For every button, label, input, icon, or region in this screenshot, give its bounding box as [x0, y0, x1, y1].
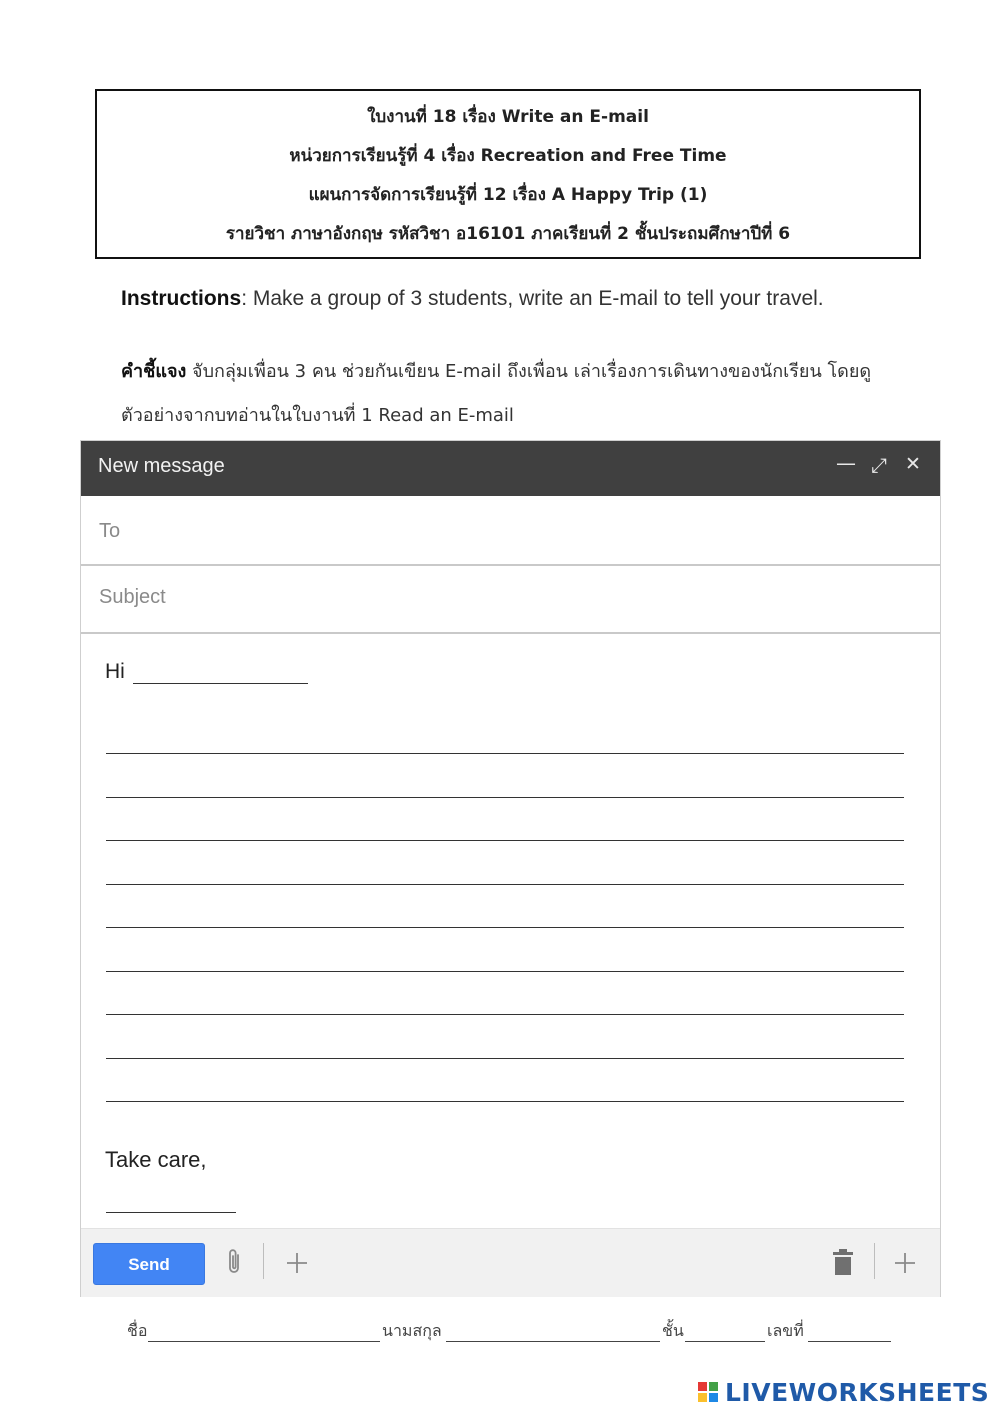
- class-label: ชั้น: [662, 1321, 684, 1340]
- signature-blank[interactable]: [106, 1212, 236, 1213]
- instructions-english: [121, 283, 904, 315]
- subject-label: Subject: [99, 586, 166, 608]
- header-line-plan: แผนการจัดการเรียนรู้ที่ 12 เรื่อง A Happy Trip (1): [308, 185, 708, 205]
- plus-icon[interactable]: [286, 1252, 308, 1278]
- writing-line[interactable]: [106, 927, 904, 928]
- instructions-thai-label: คำชี้แจง: [121, 361, 187, 382]
- instructions-text: : Make a group of 3 students, write an E-mail to tell your travel.: [241, 287, 824, 310]
- send-button[interactable]: Send: [93, 1243, 205, 1285]
- paperclip-icon[interactable]: [226, 1247, 242, 1281]
- toolbar-divider: [874, 1243, 875, 1279]
- instructions-thai: [121, 350, 904, 438]
- logo-square: [709, 1393, 718, 1402]
- compose-title: New message: [98, 455, 225, 477]
- trash-icon[interactable]: [833, 1249, 853, 1279]
- compose-toolbar: [81, 1228, 940, 1297]
- compose-titlebar: [81, 441, 940, 496]
- surname-label: นามสกุล: [382, 1321, 442, 1340]
- instructions-thai-text: จับกลุ่มเพื่อน 3 คน ช่วยกันเขียน E-mail ถึงเพื่อน เล่าเรื่องการเดินทางของนักเรียน โดยดูตัวอย่างจากบทอ่านในใบงานที่ 1 Read an E-mail: [121, 361, 872, 426]
- logo-text: LIVEWORKSHEETS: [725, 1378, 990, 1407]
- subject-field[interactable]: [81, 566, 940, 634]
- header-line-unit: หน่วยการเรียนรู้ที่ 4 เรื่อง Recreation and Free Time: [289, 146, 727, 166]
- to-label: To: [99, 520, 121, 542]
- logo-square: [698, 1393, 707, 1402]
- header-line-subject: รายวิชา ภาษาอังกฤษ รหัสวิชา อ16101 ภาคเรียนที่ 2 ชั้นประถมศึกษาปีที่ 6: [225, 224, 791, 244]
- instructions-label: Instructions: [121, 287, 242, 310]
- compose-window: [80, 440, 941, 1297]
- message-body[interactable]: [81, 634, 940, 1228]
- logo-square: [698, 1382, 707, 1391]
- surname-blank[interactable]: [446, 1341, 660, 1342]
- header-line-title: ใบงานที่ 18 เรื่อง Write an E-mail: [367, 107, 649, 127]
- writing-line[interactable]: [106, 884, 904, 885]
- worksheet-header: [95, 89, 921, 259]
- greeting-blank[interactable]: [133, 683, 308, 684]
- name-blank[interactable]: [148, 1341, 380, 1342]
- to-field[interactable]: [81, 496, 940, 566]
- toolbar-divider: [263, 1243, 264, 1279]
- name-label: ชื่อ: [127, 1321, 148, 1340]
- class-blank[interactable]: [685, 1341, 765, 1342]
- close-icon[interactable]: ✕: [905, 453, 921, 475]
- logo-square: [709, 1382, 718, 1391]
- writing-line[interactable]: [106, 971, 904, 972]
- writing-line[interactable]: [106, 840, 904, 841]
- writing-line[interactable]: [106, 753, 904, 754]
- greeting-text: Hi: [105, 660, 125, 683]
- writing-line[interactable]: [106, 1058, 904, 1059]
- number-label: เลขที่: [767, 1321, 804, 1340]
- plus-icon[interactable]: [894, 1252, 916, 1278]
- writing-line[interactable]: [106, 797, 904, 798]
- closing-text: Take care,: [105, 1147, 207, 1172]
- expand-icon[interactable]: ⤢: [871, 453, 887, 477]
- writing-line[interactable]: [106, 1014, 904, 1015]
- writing-line[interactable]: [106, 1101, 904, 1102]
- number-blank[interactable]: [808, 1341, 891, 1342]
- minimize-icon[interactable]: —: [836, 451, 856, 475]
